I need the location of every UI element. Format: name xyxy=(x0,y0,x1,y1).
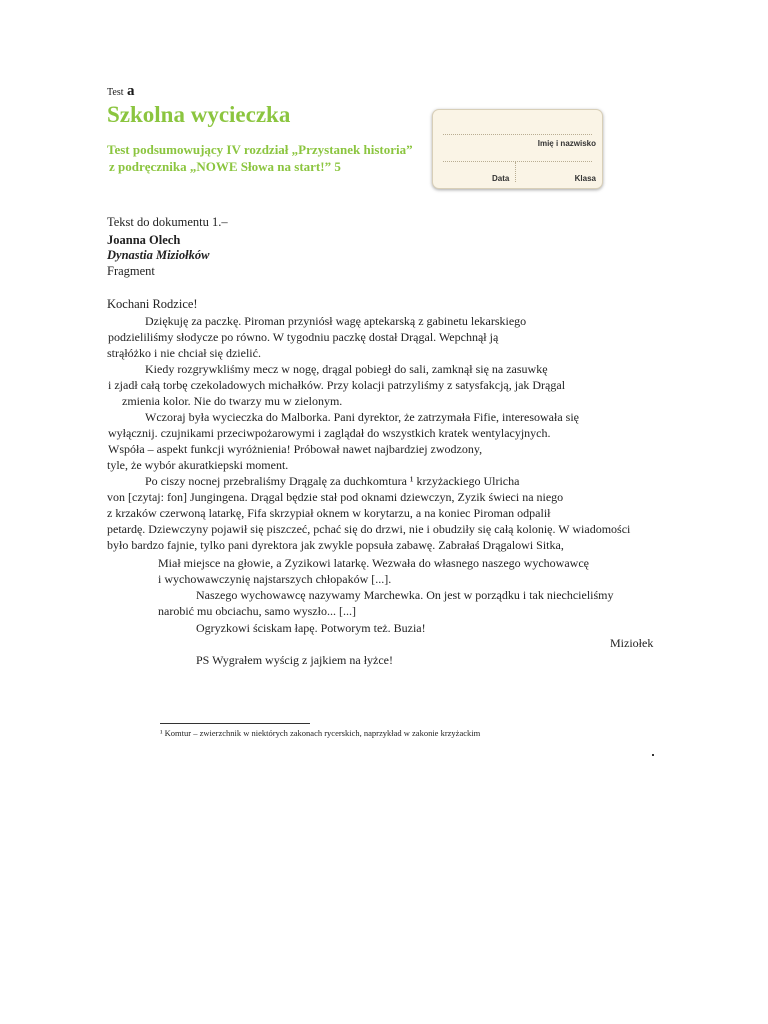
letter-line: podzieliliśmy słodycze po równo. W tygodniu paczkę dostał Drągal. Wepchnął ją xyxy=(108,330,499,344)
footnote-rule xyxy=(160,723,310,724)
letter-line: Dziękuję za paczkę. Piroman przyniósł wagę aptekarską z gabinetu lekarskiego xyxy=(145,314,527,328)
letter-line: narobić mu obciachu, samo wyszło... [...] xyxy=(158,604,356,618)
letter-line: Ogryzkowi ściskam łapę. Potworym też. Buzia! xyxy=(196,621,426,635)
stray-mark xyxy=(652,754,654,756)
letter-line: Wczoraj była wycieczka do Malborka. Pani dyrektor, że zatrzymała Fifie, interesowała się xyxy=(145,410,579,424)
letter-line: i zjadł całą torbę czekoladowych michałków. Przy kolacji patrzyliśmy z satysfakcją, jak Drągal xyxy=(108,378,566,392)
class-label: Klasa xyxy=(574,174,596,183)
test-label xyxy=(107,83,135,100)
fragment-label: Fragment xyxy=(107,264,155,278)
letter-line: było bardzo fajnie, tylko pani dyrektora jak zwykle popsuła zabawę. Zabrałaś Drągalowi Sitka, xyxy=(107,538,564,552)
test-word: Test xyxy=(107,87,124,98)
date-class-divider xyxy=(515,162,516,182)
work-title: Dynastia Miziołków xyxy=(107,248,210,262)
letter-line: z krzaków czerwoną latarkę, Fifa skrzypiał oknem w korytarzu, a na koniec Piroman odpalił xyxy=(107,506,551,520)
name-label: Imię i nazwisko xyxy=(537,139,596,148)
subtitle-line-1: Test podsumowujący IV rozdział „Przystanek historia” xyxy=(107,142,413,157)
name-line xyxy=(443,134,592,135)
letter-line: petardę. Dziewczyny pojawił się piszczeć, pchać się do drzwi, nie i obudziły się całą kolonię. W wiadomości xyxy=(107,522,631,536)
letter-line: Po ciszy nocnej przebraliśmy Drągalę za duchkomtura ¹ krzyżackiego Ulricha xyxy=(145,474,520,488)
subtitle-line-2: z podręcznika „NOWE Słowa na start!” 5 xyxy=(109,159,341,174)
letter-line: wyłącznij. czujnikami przeciwpożarowymi i zaglądał do wszystkich kratek wentylacyjnych. xyxy=(108,426,551,440)
letter-line: Naszego wychowawcę nazywamy Marchewka. On jest w porządku i tak niechcieliśmy xyxy=(196,588,614,602)
letter-postscript: PS Wygrałem wyścig z jajkiem na łyżce! xyxy=(196,653,393,667)
letter-line: zmienia kolor. Nie do twarzy mu w zielonym. xyxy=(122,394,343,408)
letter-signature: Miziołek xyxy=(610,636,654,650)
date-label: Data xyxy=(492,174,510,183)
letter-greeting: Kochani Rodzice! xyxy=(107,297,198,311)
test-variant: a xyxy=(127,83,135,99)
student-info-box xyxy=(432,109,603,189)
letter-line: Miał miejsce na głowie, a Zyzikowi latarkę. Wezwała do własnego naszego wychowawcę xyxy=(158,556,589,570)
letter-line: Kiedy rozgrywkliśmy mecz w nogę, drągal pobiegł do sali, zamknął się na zasuwkę xyxy=(145,362,548,376)
footnote: ¹ Komtur – zwierzchnik w niektórych zakonach rycerskich, naprzykład w zakonie krzyżackim xyxy=(160,728,481,738)
page-title: Szkolna wycieczka xyxy=(107,102,291,127)
document-label: Tekst do dokumentu 1.– xyxy=(107,215,228,229)
letter-line: Współa – aspekt funkcji wyróżnienia! Próbował nawet najbardziej zwodzony, xyxy=(108,442,483,456)
letter-line: von [czytaj: fon] Jungingena. Drągal będzie stał pod oknami dziewczyn, Zyzik świeci na niego xyxy=(107,490,564,504)
letter-line: strąłóżko i nie chciał się dzielić. xyxy=(107,346,261,360)
author-name: Joanna Olech xyxy=(107,233,181,247)
letter-line: i wychowawczynię najstarszych chłopaków [...]. xyxy=(158,572,392,586)
date-class-line xyxy=(443,161,592,162)
letter-line: tyle, że wybór akuratkiepski moment. xyxy=(107,458,289,472)
